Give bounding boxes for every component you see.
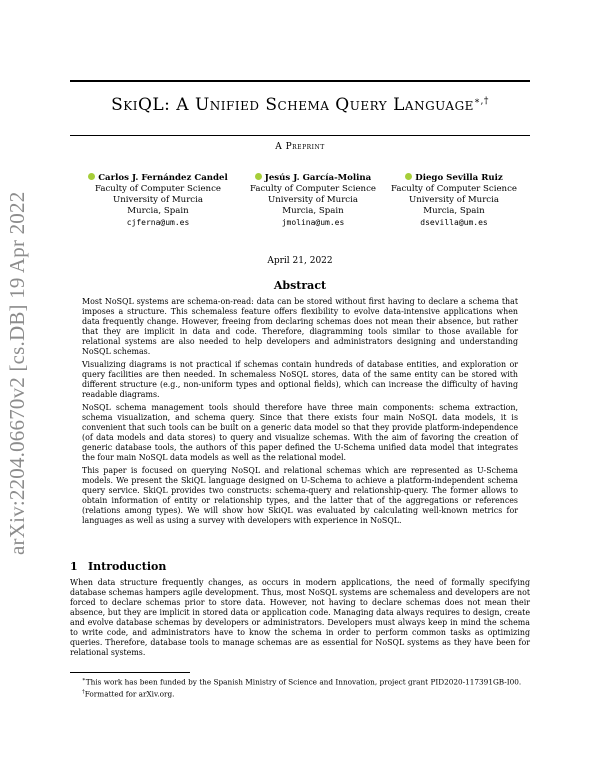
section-heading-introduction xyxy=(70,560,166,573)
author-department: Faculty of Computer Science xyxy=(94,184,221,194)
author-university: University of Murcia xyxy=(113,195,203,205)
author-department: Faculty of Computer Science xyxy=(390,184,517,194)
orcid-icon[interactable] xyxy=(255,173,262,180)
author-block xyxy=(238,173,388,228)
arxiv-sidebar-stamp: arXiv:2204.06670v2 [cs.DB] 19 Apr 2022 xyxy=(5,191,29,555)
footnote-mark: ∗ xyxy=(82,677,86,683)
author-name: Carlos J. Fernández Candel xyxy=(83,173,233,184)
section-number: 1 xyxy=(70,560,78,573)
title-footnote-marks: ∗,† xyxy=(473,96,489,107)
introduction-body xyxy=(70,578,530,658)
footnote-text: This work has been funded by the Spanish Ministry of Science and Innovation, project grant PID2020-117391GB-I00. xyxy=(85,677,522,687)
title-rule-top xyxy=(70,80,530,82)
introduction-paragraph: When data structure frequently changes, as occurs in modern applications, the need of formally specifying database schemas hampers agile development. Thus, most NoSQL systems are schemaless and developers are not forced to declare schemas prior to store data. However, not having to declare schemas does not mean their absence, but they are implicit in stored data or application code. Managing data always requires to design, create and evolve database schemas by developers or administrators. Developers must always keep in mind the schema to write code, and administrators have to know the schema in order to perform common tasks as optimizing queries. Therefore, database tools to manage schemas are as essential for NoSQL systems as they have been for relational systems. xyxy=(70,578,530,657)
footnote-text: Formatted for arXiv.org. xyxy=(84,689,175,699)
footnote xyxy=(70,676,530,687)
abstract-paragraph: Most NoSQL systems are schema-on-read: data can be stored without first having to declare a schema that imposes a structure. This schemaless feature offers flexibility to evolve data-intensive applications when data frequently change. However, freeing from declaring schemas does not mean their absence, but rather that they are implicit in data and code. Therefore, diagramming tools similar to those available for relational systems are also needed to help developers and administrators designing and understanding NoSQL schemas. xyxy=(82,297,518,356)
author-email[interactable]: cjferna@um.es xyxy=(126,218,190,227)
section-title: Introduction xyxy=(88,560,167,573)
author-name: Jesús J. García-Molina xyxy=(238,173,388,184)
abstract-heading: Abstract xyxy=(273,279,327,292)
author-email[interactable]: jmolina@um.es xyxy=(281,218,345,227)
author-block xyxy=(379,173,529,228)
author-city: Murcia, Spain xyxy=(282,206,344,216)
abstract-paragraph: This paper is focused on querying NoSQL and relational schemas which are represented as U-Schema models. We present the SkiQL language designed on U-Schema to achieve a platform-independent schema query service. SkiQL provides two constructs: schema-query and relationship-query. The former allows to obtain information of entity or relationship types, and the latter that of the aggregations or references (relations among types). We will show how SkiQL was evaluated by calculating well-known metrics for languages as well as using a survey with developers with experience in NoSQL. xyxy=(82,466,518,525)
footnotes xyxy=(70,676,530,700)
author-name: Diego Sevilla Ruiz xyxy=(379,173,529,184)
paper-date: April 21, 2022 xyxy=(267,256,333,266)
footnote xyxy=(70,688,530,699)
author-department: Faculty of Computer Science xyxy=(249,184,376,194)
author-university: University of Murcia xyxy=(268,195,358,205)
paper-title-text: SkiQL: A Unified Schema Query Language xyxy=(111,95,474,115)
author-city: Murcia, Spain xyxy=(127,206,189,216)
author-email[interactable]: dsevilla@um.es xyxy=(420,218,488,227)
author-city: Murcia, Spain xyxy=(423,206,485,216)
title-rule-bottom xyxy=(70,135,530,136)
preprint-label: A Preprint xyxy=(275,142,325,152)
footnote-mark: † xyxy=(82,688,85,695)
paper-title xyxy=(70,95,530,115)
footnote-rule xyxy=(70,672,190,673)
abstract-body xyxy=(82,297,518,529)
abstract-paragraph: NoSQL schema management tools should therefore have three main components: schema extraction, schema visualization, and schema query. Since that there exists four main NoSQL data models, it is convenient that such tools can be built on a generic data model so that they provide platform-independence (of data models and data stores) to query and visualize schemas. With the aim of favoring the creation of generic database tools, the authors of this paper defined the U-Schema unified data model that integrates the four main NoSQL data models as well as the relational model. xyxy=(82,403,518,462)
abstract-paragraph: Visualizing diagrams is not practical if schemas contain hundreds of database entities, and exploration or query facilities are then needed. In schemaless NoSQL stores, data of the same entity can be stored with different structure (e.g., non-uniform types and optional fields), which can increase the difficulty of having readable diagrams. xyxy=(82,360,518,399)
author-university: University of Murcia xyxy=(409,195,499,205)
orcid-icon[interactable] xyxy=(405,173,412,180)
orcid-icon[interactable] xyxy=(88,173,95,180)
author-block xyxy=(83,173,233,228)
